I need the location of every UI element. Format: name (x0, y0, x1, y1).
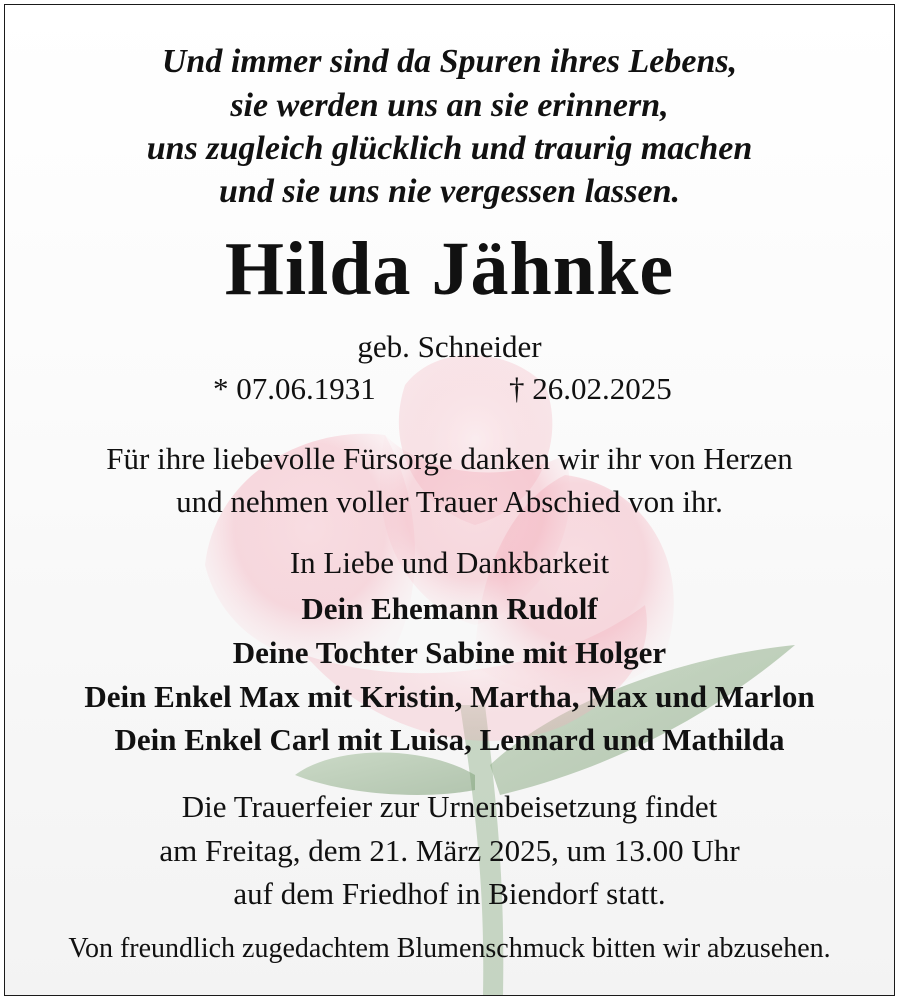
maiden-name: geb. Schneider (357, 329, 542, 364)
service-line: Die Trauerfeier zur Urnenbeisetzung findet (181, 789, 718, 824)
mourner-line: Deine Tochter Sabine mit Holger (232, 635, 667, 670)
motto-line: uns zugleich glücklich und traurig machen (146, 130, 753, 167)
life-dates (5, 373, 894, 413)
deceased-name: Hilda Jähnke (224, 227, 675, 311)
death-date: † 26.02.2025 (509, 371, 672, 406)
thanks-line: Für ihre liebevolle Fürsorge danken wir ihr von Herzen (106, 441, 793, 476)
motto-line: Und immer sind da Spuren ihres Lebens, (161, 43, 738, 80)
obituary-card (4, 4, 895, 996)
birth-date: * 07.06.1931 (213, 371, 376, 406)
motto-line: und sie uns nie vergessen lassen. (219, 173, 680, 210)
closing-phrase: In Liebe und Dankbarkeit (289, 545, 610, 580)
mourner-line: Dein Ehemann Rudolf (301, 591, 598, 626)
motto-line: sie werden uns an sie erinnern, (230, 87, 669, 124)
service-line: auf dem Friedhof in Biendorf statt. (233, 876, 666, 911)
mourner-line: Dein Enkel Max mit Kristin, Martha, Max und Marlon (84, 679, 815, 714)
thanks-line: und nehmen voller Trauer Abschied von ihr. (176, 484, 723, 519)
service-line: am Freitag, dem 21. März 2025, um 13.00 Uhr (159, 833, 740, 868)
mourner-line: Dein Enkel Carl mit Luisa, Lennard und Mathilda (114, 722, 785, 757)
obituary-text (5, 5, 894, 995)
flower-note: Von freundlich zugedachtem Blumenschmuck bitten wir abzusehen. (68, 933, 831, 964)
